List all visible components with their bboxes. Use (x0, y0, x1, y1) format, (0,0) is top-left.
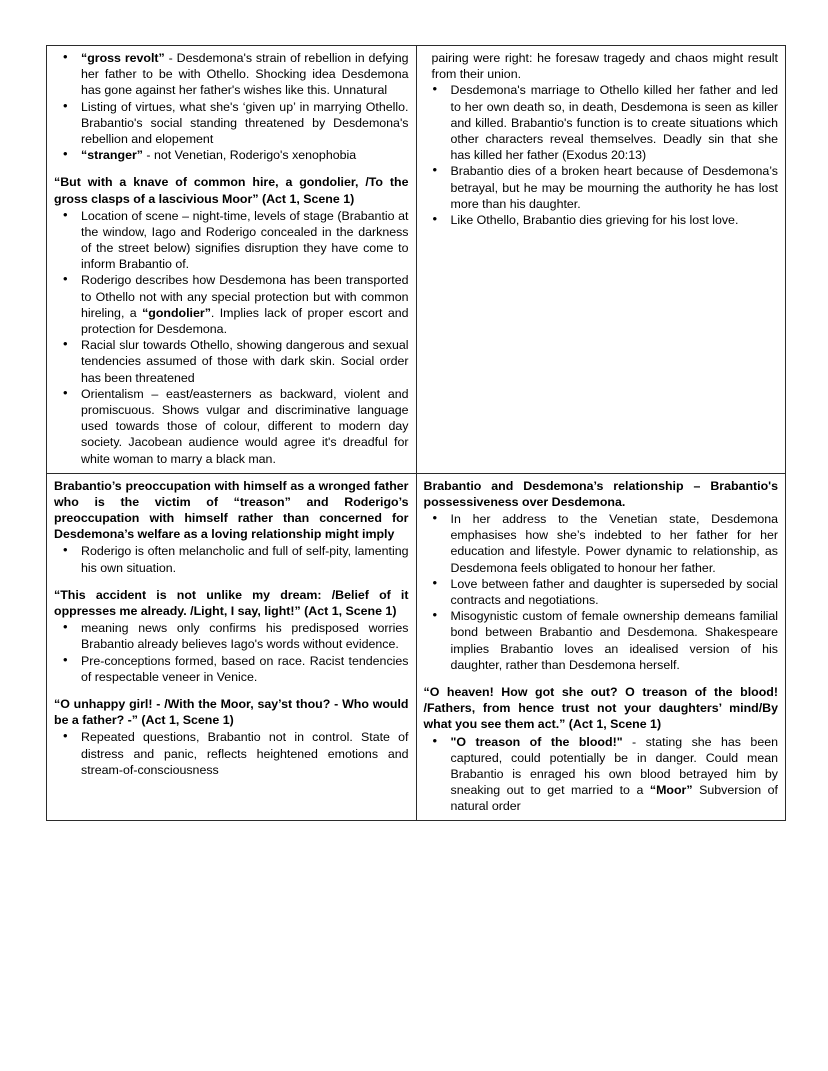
paragraph-spacer (54, 163, 409, 174)
table-cell-row2-right (416, 473, 786, 821)
bullet-bold-lead: “gross revolt” (81, 51, 165, 65)
bullet-text: Location of scene – night-time, levels of stage (Brabantio at the window, Iago and Roderigo concealed in the darkness of the street below) signifies disruption they have come to inform Brabantio of. (81, 208, 409, 272)
table-cell-row1-right (416, 46, 786, 474)
bullet-text: - Desdemona's strain of rebellion in defying her father to be with Othello. Shocking idea Desdemona has gone against her father's wishes like this. Unnatural (81, 51, 409, 98)
section-heading: Brabantio’s preoccupation with himself as a wronged father who is the victim of “treason” and Roderigo’s preoccupation with himself rather than concerned for Desdemona’s welfare as a loving relationship might imply (54, 478, 409, 542)
bullet-list (424, 82, 779, 228)
bullet-text: Listing of virtues, what she's ‘given up’ in marrying Othello. Brabantio's social standing threatened by Desdemona's rebellion and elopement (81, 99, 409, 146)
paragraph-spacer (424, 673, 779, 684)
table-cell-row2-left (47, 473, 417, 821)
bullet-text: Brabantio dies of a broken heart because of Desdemona’s betrayal, but he may be mourning the authority he has lost more than his daughter. (450, 164, 778, 211)
bullet-text: Repeated questions, Brabantio not in control. State of distress and panic, reflects heightened emotions and stream-of-consciousness (81, 730, 409, 777)
bullet-text: Like Othello, Brabantio dies grieving for his lost love. (450, 212, 739, 227)
bullet-list (424, 511, 779, 673)
list-item (451, 511, 779, 576)
table-body (47, 46, 786, 821)
bullet-bold-lead: "O treason of the blood!" (450, 734, 623, 749)
list-item (81, 337, 409, 386)
bullet-list (54, 543, 409, 575)
quotation-heading: “O heaven! How got she out? O treason of the blood! /Fathers, from hence trust not your daughters’ mind/By what you see them act.” (Act 1, Scene 1) (423, 684, 778, 732)
continuation-paragraph: pairing were right: he foresaw tragedy and chaos might result from their union. (431, 51, 778, 82)
quotation-heading: “But with a knave of common hire, a gondolier, /To the gross clasps of a lascivious Moor” (Act 1, Scene 1) (54, 175, 409, 206)
bullet-text: - not Venetian, Roderigo's xenophobia (142, 148, 357, 163)
list-item (451, 163, 779, 212)
quotation-heading: “This accident is not unlike my dream: /Belief of it oppresses me already. /Light, I say, light!” (Act 1, Scene 1) (54, 587, 409, 618)
bullet-text: meaning news only confirms his predisposed worries Brabantio already believes Iago's words without evidence. (81, 621, 409, 652)
paragraph-spacer (54, 576, 409, 587)
bullet-text-after: Subversion of natural order (450, 783, 778, 814)
list-item (81, 208, 409, 273)
revision-notes-table (46, 45, 786, 821)
bullet-text: - stating she has been captured, could potentially be in danger. Could mean Brabantio is enraged his own blood betrayed him by sneaking out to get married to a (450, 734, 778, 798)
bullet-bold-mid: “Moor” (649, 783, 693, 798)
bullet-text: Roderigo describes how Desdemona has been transported to Othello not with any special protection but with common hireling, a (81, 273, 409, 320)
bullet-list (424, 734, 779, 815)
section-heading: Brabantio and Desdemona’s relationship – Brabantio's possessiveness over Desdemona. (423, 478, 778, 509)
bullet-text: Love between father and daughter is superseded by social contracts and negotiations. (450, 576, 778, 607)
list-item (81, 147, 409, 163)
cell-content (424, 478, 779, 815)
list-item (81, 50, 409, 99)
cell-content (424, 50, 779, 228)
cell-content (54, 50, 409, 467)
bullet-text-after: . Implies lack of proper escort and protection for Desdemona. (81, 305, 409, 336)
bullet-bold-lead: “stranger” (81, 148, 143, 163)
list-item (451, 212, 779, 228)
table-cell-row1-left (47, 46, 417, 474)
bullet-list (54, 620, 409, 685)
list-item (81, 99, 409, 148)
bullet-text: Desdemona's marriage to Othello killed her father and led to her own death so, in death, Desdemona is seen as killer and killed. Brabantio's function is to create situations which other characters reveal themselves. Deadly sin that she has killed her father (Exodus 20:13) (450, 83, 778, 163)
bullet-text: Orientalism – east/easterners as backward, violent and promiscuous. Shows vulgar and discriminative language used towards those of colour, different to modern day society. Jacobean audience would agree it's dreadful for white woman to marry a black man. (81, 386, 409, 466)
table-row (47, 473, 786, 821)
list-item (451, 576, 779, 608)
list-item (81, 653, 409, 685)
bullet-list (54, 729, 409, 778)
list-item (81, 272, 409, 337)
list-item (81, 386, 409, 467)
list-item (81, 543, 409, 575)
table-row (47, 46, 786, 474)
bullet-text: Roderigo is often melancholic and full of self-pity, lamenting his own situation. (81, 544, 409, 575)
list-item (81, 620, 409, 652)
bullet-list (54, 208, 409, 467)
list-item (451, 608, 779, 673)
bullet-text: Racial slur towards Othello, showing dangerous and sexual tendencies assumed of those with dark skin. Social order has been threatened (81, 338, 409, 385)
list-item (81, 729, 409, 778)
bullet-text: Pre-conceptions formed, based on race. Racist tendencies of respectable veneer in Venice. (81, 653, 409, 684)
paragraph-spacer (54, 685, 409, 696)
bullet-list (54, 50, 409, 163)
bullet-text: In her address to the Venetian state, Desdemona emphasises how she’s indebted to her father for her education and lifestyle. Power dynamic to relationship, as Desdemona feels obligated to honour her father. (450, 512, 778, 575)
bullet-bold-mid: “gondolier” (142, 305, 211, 320)
cell-content (54, 478, 409, 778)
list-item (451, 82, 779, 163)
list-item (451, 734, 779, 815)
quotation-heading: “O unhappy girl! - /With the Moor, say’st thou? - Who would be a father? -” (Act 1, Scene 1) (54, 696, 409, 728)
bullet-text: Misogynistic custom of female ownership demeans familial bond between Brabantio and Desdemona. Shakespeare implies Brabantio loves an idealised version of his daughter, rather than Desdemona herself. (450, 609, 778, 672)
